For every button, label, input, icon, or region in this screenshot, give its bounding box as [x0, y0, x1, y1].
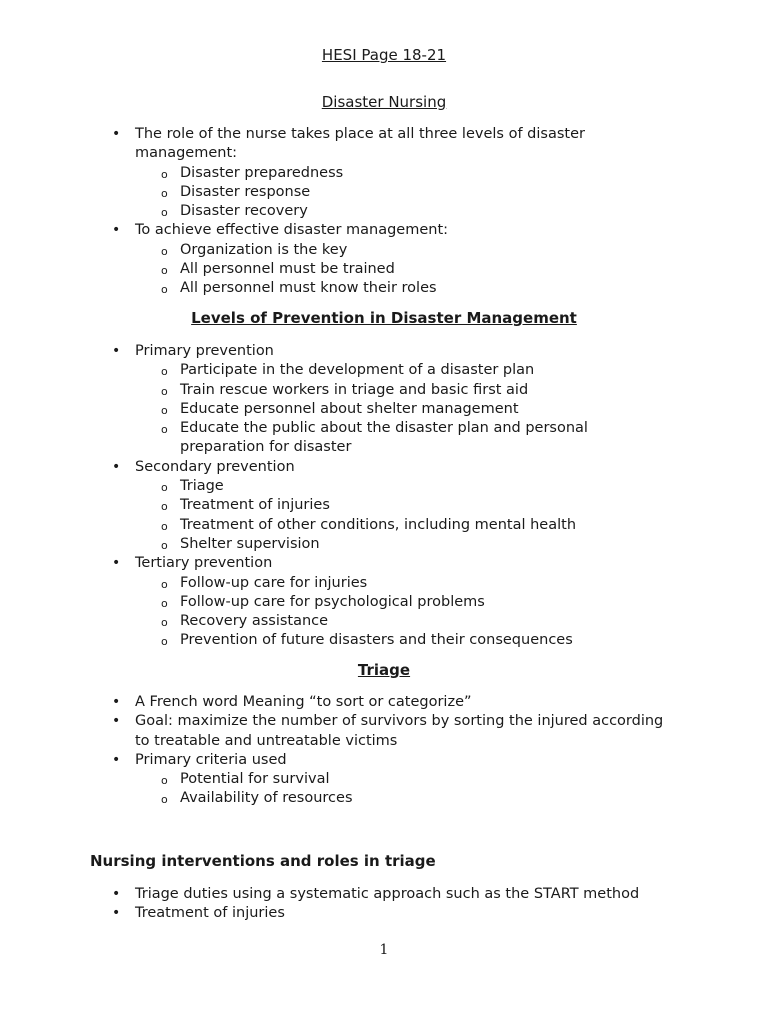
list-disaster-nursing — [110, 125, 670, 299]
heading-disaster-nursing: Disaster Nursing — [321, 93, 447, 111]
sub-list-item: o Prevention of future disasters and their consequences — [135, 631, 670, 650]
sub-list-item: o Disaster preparedness — [135, 164, 670, 183]
list-item — [110, 221, 670, 298]
sub-list — [135, 477, 670, 554]
sub-list-item: o Shelter supervision — [135, 535, 670, 554]
sub-list-item: o Potential for survival — [135, 770, 670, 789]
list-levels-of-prevention — [110, 342, 670, 651]
list-item — [110, 693, 670, 712]
heading-levels-of-prevention: Levels of Prevention in Disaster Management — [191, 309, 577, 327]
list-item-text: Triage duties using a systematic approach such as the START method — [135, 886, 640, 902]
sub-list-item: o Participate in the development of a disaster plan — [135, 361, 670, 380]
page-number: 1 — [379, 942, 389, 958]
document-title: HESI Page 18-21 — [321, 46, 447, 64]
list-item — [110, 458, 670, 554]
sub-list-item: o Train rescue workers in triage and basic first aid — [135, 381, 670, 400]
list-item — [110, 712, 670, 751]
list-item-text: Primary prevention — [135, 343, 274, 359]
sub-list-item: o Treatment of injuries — [135, 496, 670, 515]
sub-list-item: o All personnel must be trained — [135, 260, 670, 279]
list-item — [110, 342, 670, 458]
list-item-text: Tertiary prevention — [135, 555, 273, 572]
list-item — [110, 904, 670, 923]
list-item-text: Primary criteria used — [135, 751, 287, 768]
sub-list-item: o Organization is the key — [135, 241, 670, 260]
sub-list-item: o Educate the public about the disaster plan and personal preparation for disaster — [135, 419, 670, 458]
list-item — [110, 751, 670, 809]
sub-list-item: o Disaster response — [135, 183, 670, 202]
list-item-text: A French word Meaning “to sort or categorize” — [135, 694, 472, 710]
sub-list-item: o All personnel must know their roles — [135, 279, 670, 298]
list-item — [110, 125, 670, 221]
list-item-text: The role of the nurse takes place at all three levels of disaster management: — [135, 126, 585, 162]
list-item-text: Goal: maximize the number of survivors by sorting the injured according to treatable and untreatable victims — [135, 713, 664, 749]
sub-list — [135, 574, 670, 651]
list-nursing-interventions — [110, 885, 670, 924]
sub-list-item: o Disaster recovery — [135, 202, 670, 221]
list-item-text: To achieve effective disaster management: — [135, 222, 449, 239]
sub-list-item: o Treatment of other conditions, including mental health — [135, 516, 670, 535]
sub-list-item: o Recovery assistance — [135, 612, 670, 631]
list-triage — [110, 693, 670, 809]
list-item — [110, 885, 670, 904]
heading-triage: Triage — [357, 661, 411, 679]
sub-list — [135, 361, 670, 457]
sub-list-item: o Follow-up care for psychological problems — [135, 593, 670, 612]
sub-list-item: o Educate personnel about shelter management — [135, 400, 670, 419]
heading-nursing-interventions: Nursing interventions and roles in triage — [90, 852, 436, 870]
list-item — [110, 554, 670, 650]
sub-list-item: o Follow-up care for injuries — [135, 574, 670, 593]
list-item-text: Secondary prevention — [135, 458, 295, 475]
sub-list — [135, 164, 670, 222]
sub-list-item: o Availability of resources — [135, 789, 670, 808]
sub-list — [135, 241, 670, 299]
sub-list — [135, 770, 670, 809]
sub-list-item: o Triage — [135, 477, 670, 496]
list-item-text: Treatment of injuries — [135, 905, 285, 922]
